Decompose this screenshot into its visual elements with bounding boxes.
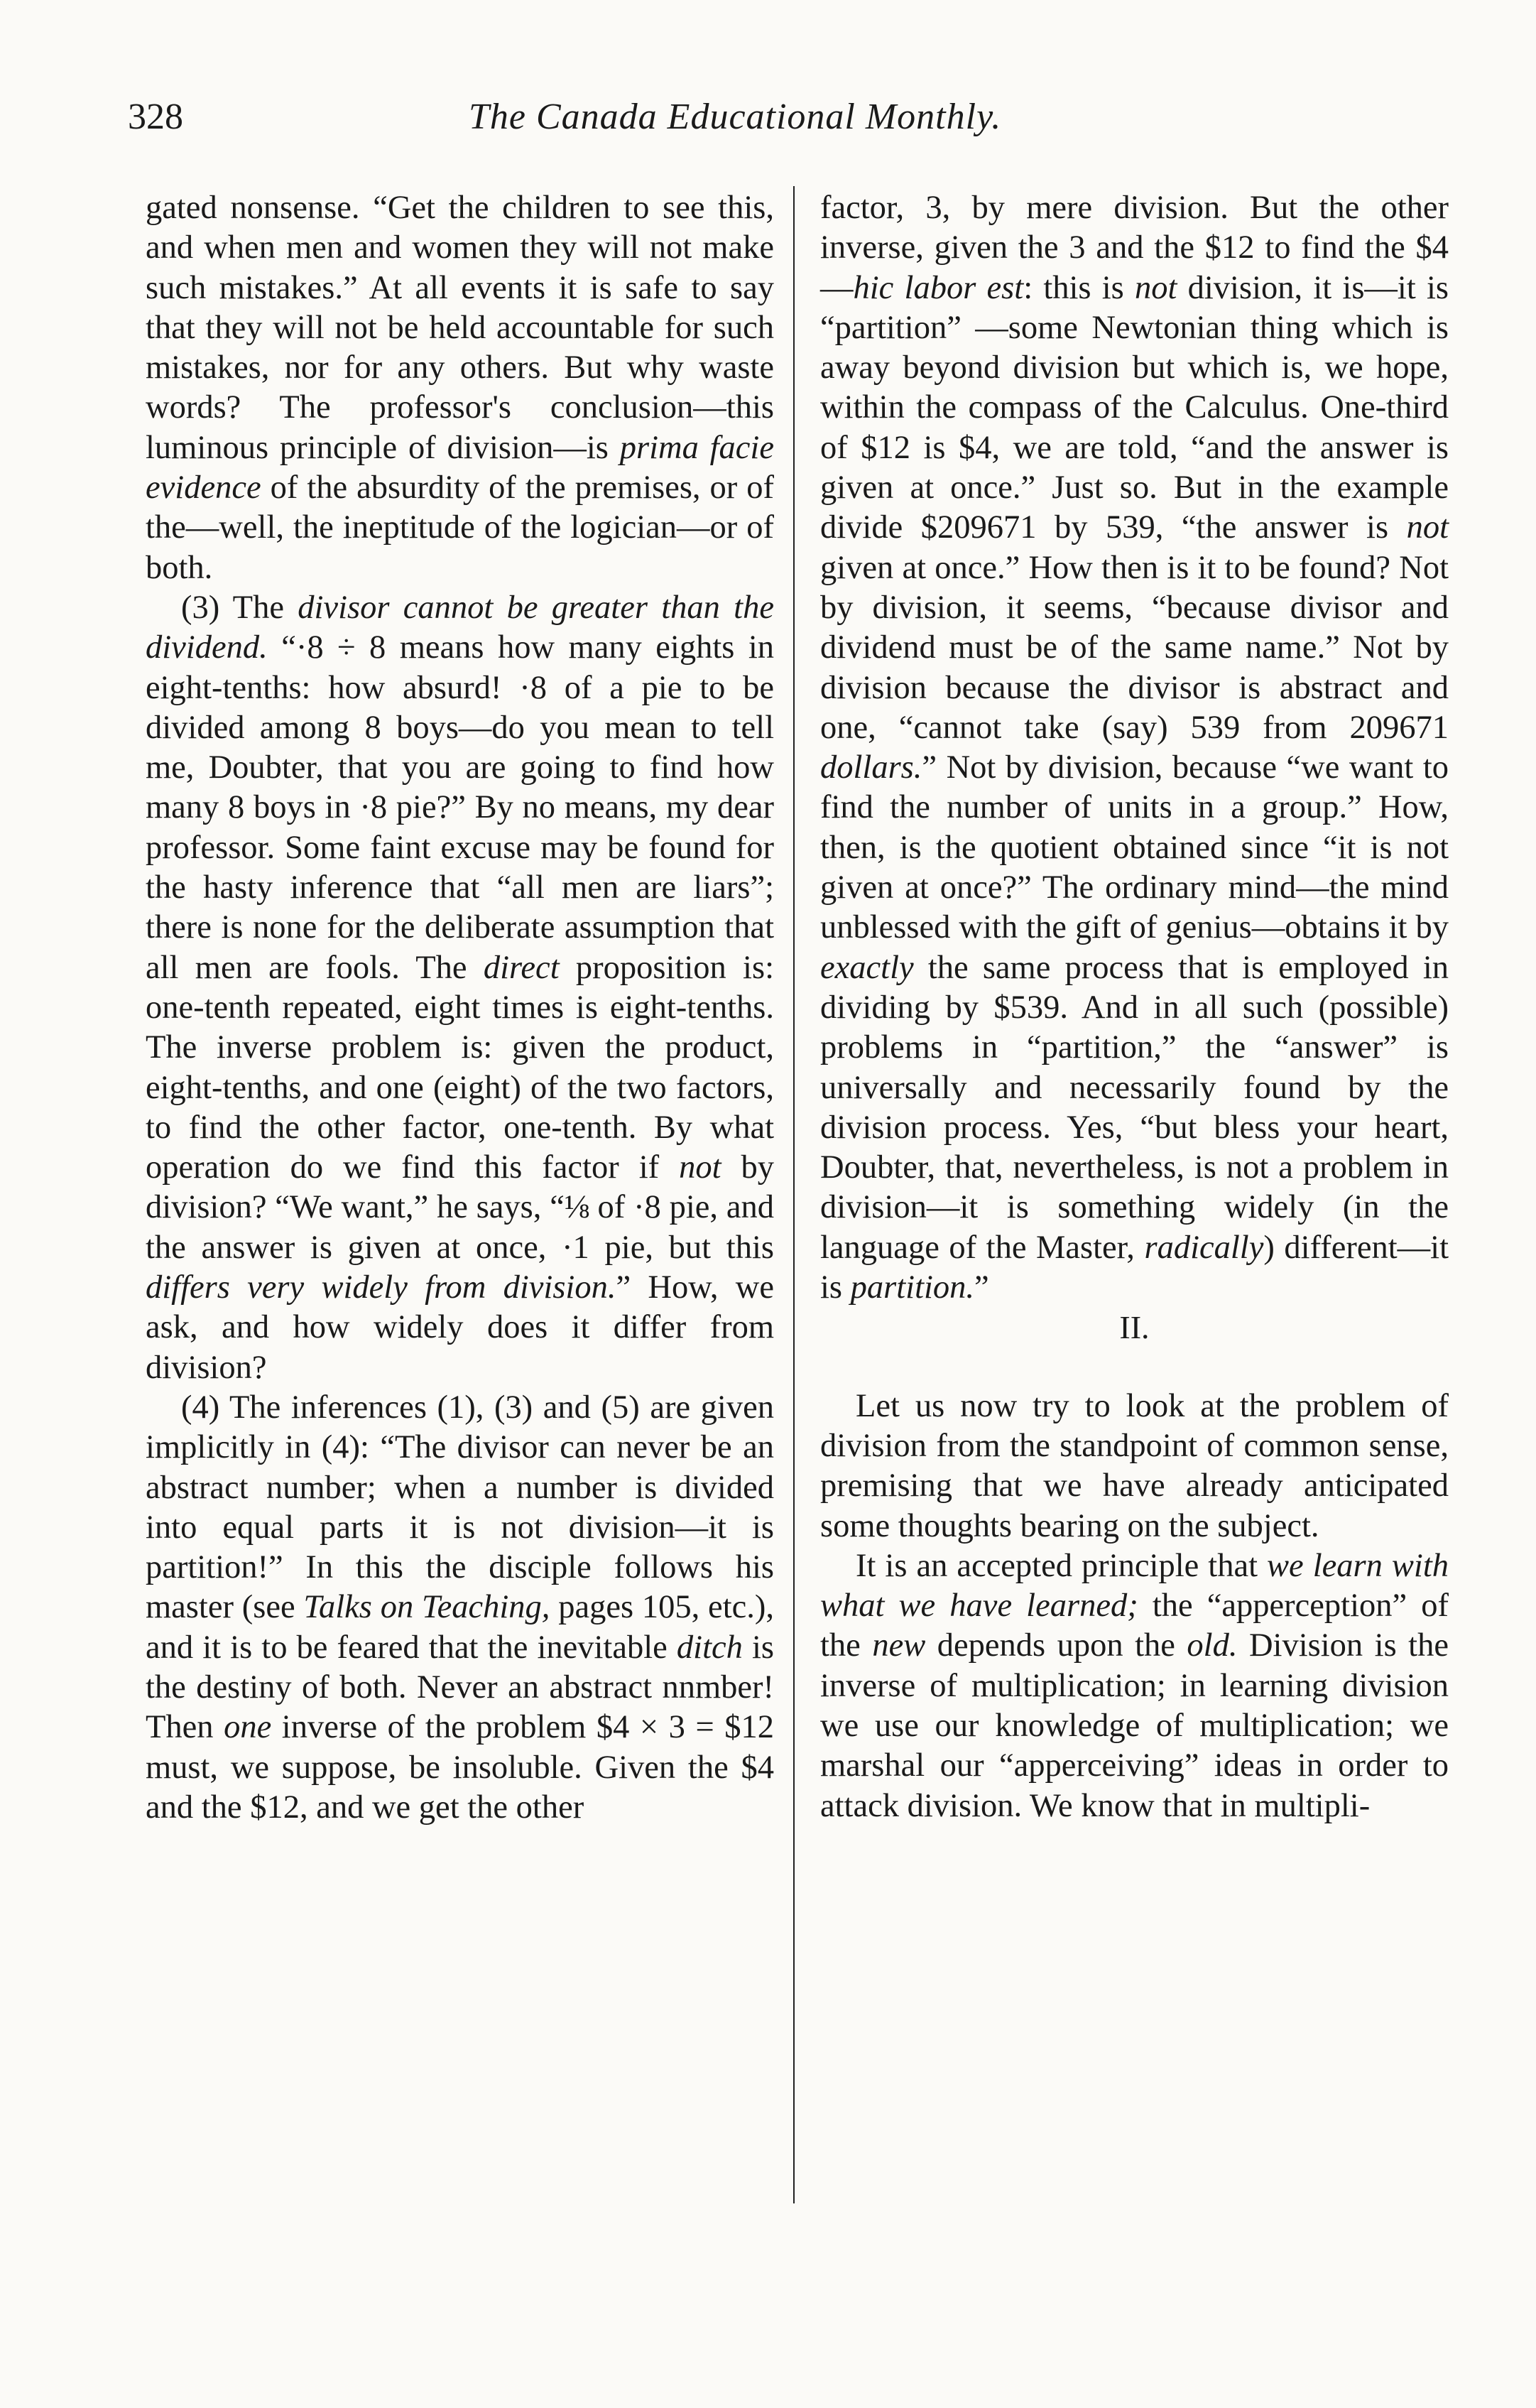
right-column (820, 188, 1449, 1826)
section-heading: II. (1119, 1309, 1150, 1346)
running-head (128, 96, 1408, 153)
left-column (146, 188, 774, 1828)
paragraph: It is an accepted principle that we learn with what we have learned; the “apperception” of the new depends upon the old. Division is the inverse of multiplication; in learning division we use our knowledge of multiplication; we marshal our “apperceiving” ideas in order to attack division. We know that in multipli- (820, 1547, 1449, 1824)
column-divider (793, 186, 795, 2203)
paragraph: (4) The inferences (1), (3) and (5) are given implicitly in (4): “The divisor can never be an abstract number; when a number is divided into equal parts it is not division—it is partition!” In this the disciple follows his master (see Talks on Teaching, pages 105, etc.), and it is to be feared that the inevitable ditch is the destiny of both. Never an abstract nnmber! Then one inverse of the problem $4 × 3 = $12 must, we suppose, be insoluble. Given the $4 and the $12, and we get the other (146, 1389, 775, 1826)
paragraph: factor, 3, by mere division. But the other inverse, given the 3 and the $12 to find the $4—hic labor est: this is not division, it is—it is “partition” —some Newtonian thing which is away beyond division but which is, we hope, within the compass of the Calculus. One-third of $12 is $4, we are told, “and the answer is given at once.” Just so. But in the example divide $209671 by 539, “the answer is not given at once.” How then is it to be found? Not by division, it seems, “because divisor and dividend must be of the same name.” Not by division because the divisor is abstract and one, “cannot take (say) 539 from 209671 dollars.” Not by division, because “we want to find the number of units in a group.” How, then, is the quotient obtained since “it is not given at once?” The ordinary mind—the mind unblessed with the gift of genius—obtains it by exactly the same process that is employed in dividing by $539. And in all such (possible) problems in “partition,” the “answer” is universally and necessarily found by the division process. Yes, “but bless your heart, Doubter, that, nevertheless, is not a problem in division—it is something widely (in the language of the Master, radically) different—it is partition.” (820, 190, 1449, 1306)
page-number: 328 (128, 97, 183, 137)
journal-title: The Canada Educational Monthly. (469, 97, 1002, 137)
paragraph: (3) The divisor cannot be greater than the dividend. “·8 ÷ 8 means how many eights in eight-tenths: how absurd! ·8 of a pie to be divided among 8 boys—do you mean to tell me, Doubter, that you are going to find how many 8 boys in ·8 pie?” By no means, my dear professor. Some faint excuse may be found for the hasty inference that “all men are liars”; there is none for the deliberate assumption that all men are fools. The direct proposition is: one-tenth repeated, eight times is eight-tenths. The inverse problem is: given the product, eight-tenths, and one (eight) of the two factors, to find the other factor, one-tenth. By what operation do we find this factor if not by division? “We want,” he says, “⅛ of ·8 pie, and the answer is given at once, ·1 pie, but this differs very widely from division.” How, we ask, and how widely does it differ from division? (146, 589, 774, 1386)
paragraph: Let us now try to look at the problem of division from the standpoint of common sense, premising that we have already anticipated some thoughts bearing on the subject. (820, 1387, 1449, 1544)
paragraph: gated nonsense. “Get the children to see this, and when men and women they will not make such mistakes.” At all events it is safe to say that they will not be held accountable for such mistakes, nor for any others. But why waste words? The professor's conclusion—this luminous principle of division—is prima facie evidence of the absurdity of the premises, or of the—well, the ineptitude of the logician—or of both. (146, 190, 774, 586)
